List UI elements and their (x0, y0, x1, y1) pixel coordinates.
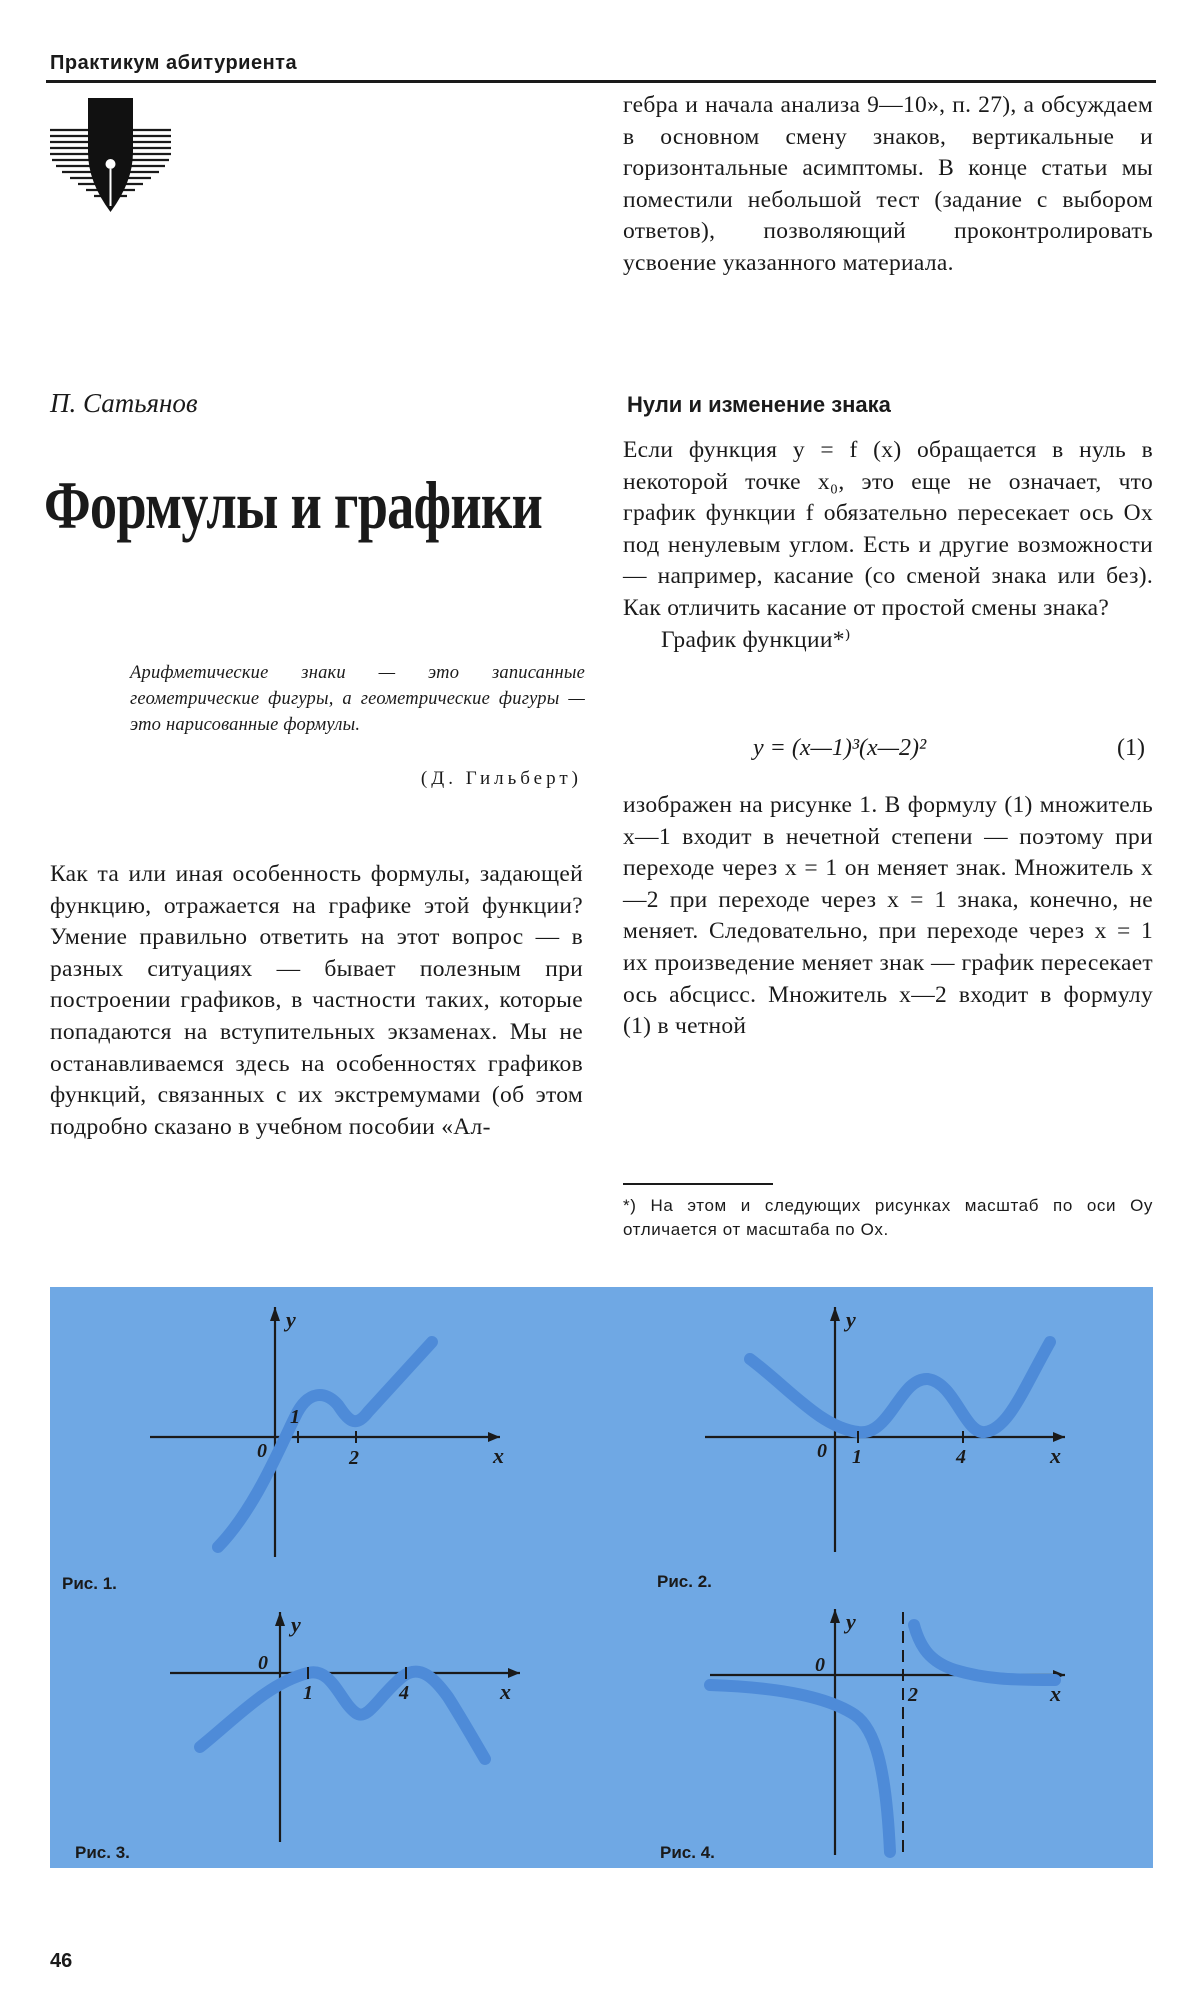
epigraph: Арифметические знаки — это записанные геометрические фигуры, а геометрические фигуры — это нарисованные формулы. (130, 663, 585, 735)
fig3-tick-label-1: 1 (303, 1682, 313, 1704)
header-rule (46, 80, 1156, 83)
fig3-origin-label: 0 (258, 1652, 268, 1674)
formula-number: (1) (1117, 735, 1145, 761)
figures-background (50, 1287, 1153, 1868)
fig3-caption: Рис. 3. (75, 1843, 130, 1862)
right-column-section (623, 435, 1153, 656)
fig2-y-label: y (846, 1307, 856, 1332)
fig1-y-label: y (286, 1307, 296, 1332)
epigraph-author: (Д. Гильберт) (420, 768, 582, 789)
article-title: Формулы и графики (44, 467, 543, 543)
fig1-origin-label: 0 (257, 1440, 267, 1462)
fig2-tick-label-4: 4 (956, 1446, 966, 1468)
fig1-tick-label-2: 2 (349, 1447, 359, 1469)
fig4-tick-label-2: 2 (908, 1684, 918, 1706)
fig2-origin-label: 0 (817, 1440, 827, 1462)
fig4-y-label: y (846, 1609, 856, 1634)
right-column-continued (623, 790, 1153, 1043)
article-author: П. Сатьянов (50, 388, 198, 418)
left-column-body (50, 859, 583, 1143)
zeros-paragraph: Если функция y = f (x) обращается в нуль в некоторой точке x₀, это еще не означает, что график функции f обязательно пересекает ось Ox под ненулевым углом. Есть и другие возможности — например, касание (со сменой знака или без). Как отличить касание от простой смены знака? (623, 437, 1153, 621)
fig2-x-label: x (1050, 1443, 1061, 1468)
paragraph-continuation: гебра и начала анализа 9—10», п. 27), а обсуждаем в основном смену знаков, вертикальные и горизонтальные асимптомы. В конце статьи мы поместили небольшой тест (задание с выбором ответов), позволяющий проконтролировать усвоение указанного материала. (623, 92, 1153, 276)
graph-lead: График функции*⁾ (661, 626, 851, 653)
footnote-rule (623, 1183, 773, 1185)
intro-paragraph: Как та или иная особенность формулы, задающей функцию, отражается на графике этой функции? Умение правильно ответить на этот вопрос — в разных ситуациях — бывает полезным при построении графиков, в частности таких, которые попадаются на вступительных экзаменах. Мы не останавливаемся здесь на особенностях графиков функций, связанных с их экстремумами (об этом подробно сказано в учебном пособии «Ал- (50, 861, 583, 1140)
figures-panel (50, 1287, 1153, 1868)
explanation-paragraph: изображен на рисунке 1. В формулу (1) множитель x—1 входит в нечетной степени — поэтому при переходе через x = 1 он меняет знак. Множитель x—2 при переходе через x = 1 знака, конечно, не меняет. Следовательно, при переходе через x = 1 их произведение меняет знак — график пересекает ось абсцисс. Множитель x—2 входит в формулу (1) в четной (623, 792, 1153, 1040)
section-label: Практикум абитуриента (50, 52, 298, 74)
section-subheading: Нули и изменение знака (627, 392, 891, 417)
fig1-x-label: x (493, 1443, 504, 1468)
formula: y = (x—1)³(x—2)² (753, 735, 927, 761)
right-column-intro (623, 90, 1153, 280)
fig4-caption: Рис. 4. (660, 1843, 715, 1862)
fig1-caption: Рис. 1. (62, 1574, 117, 1593)
fig1-tick-label-1: 1 (290, 1406, 300, 1428)
fig3-y-label: y (291, 1612, 301, 1637)
fig4-origin-label: 0 (815, 1654, 825, 1676)
footnote: *) На этом и следующих рисунках масштаб по оси Oy отличается от масштаба по Ox. (623, 1196, 1153, 1239)
fig2-tick-label-1: 1 (852, 1446, 862, 1468)
fig3-x-label: x (500, 1679, 511, 1704)
pen-nib-icon (48, 94, 173, 214)
fig3-tick-label-4: 4 (399, 1682, 409, 1704)
fig4-x-label: x (1050, 1681, 1061, 1706)
fig2-caption: Рис. 2. (657, 1572, 712, 1591)
page-number: 46 (50, 1950, 73, 1972)
